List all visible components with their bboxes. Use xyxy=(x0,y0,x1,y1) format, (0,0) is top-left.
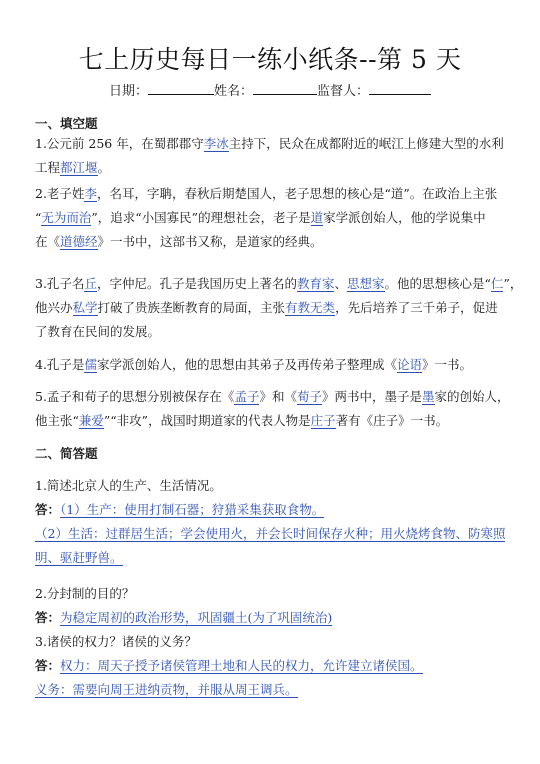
page-title: 七上历史每日一练小纸条--第 5 天 xyxy=(78,45,462,74)
answer-blank: 儒 xyxy=(84,357,97,372)
question-text: 1.公元前 256 年，在蜀郡郡守 xyxy=(35,136,204,151)
question-text: 》两书中，墨子是 xyxy=(321,389,422,404)
answer-blank: 教育家 xyxy=(296,276,335,291)
question-text: “ xyxy=(35,210,42,225)
answer-blank: 兼爱 xyxy=(78,413,104,428)
question-text: ，先后培养了三千弟子，促进 xyxy=(335,300,498,315)
answer-blank: 都江堰 xyxy=(60,160,98,175)
question-1 xyxy=(35,132,513,180)
answer-label: 答： xyxy=(35,610,61,625)
question-text: 他兴办 xyxy=(35,300,73,315)
question-text: 1.简述北京人的生产、生活情况。 xyxy=(35,478,222,493)
question-text: 2.老子姓 xyxy=(35,186,85,201)
answer-blank: 仁 xyxy=(490,276,504,291)
answer-blank: 思想家 xyxy=(347,276,385,291)
answer-blank: 庄子 xyxy=(310,413,336,428)
question-text: 4.孔子是 xyxy=(35,357,85,372)
question-text: 》一书。 xyxy=(421,357,472,372)
question-text: 、 xyxy=(334,276,347,291)
question-text: 3.孔子名 xyxy=(35,276,85,291)
answer-text: （1）生产：使用打制石器；狩猎采集获取食物。 xyxy=(60,502,325,517)
question-text: 工程 xyxy=(35,160,61,175)
question-text: 》一书中，这部书又称，是道家的经典。 xyxy=(97,234,323,249)
supervisor-label: 监督人： xyxy=(317,84,370,99)
question-text: 家的创始人， xyxy=(434,389,510,404)
question-text: 。 xyxy=(97,160,111,175)
question-text: 》和《 xyxy=(259,389,297,404)
question-text: 2.分封制的目的？ xyxy=(35,586,135,601)
answer-text: 明、驱赶野兽。 xyxy=(35,550,123,565)
question-text: ，字仲尼。孔子是我国历史上著名的 xyxy=(96,276,297,291)
short-answer-2 xyxy=(35,582,513,630)
answer-text: 权力：周天子授予诸侯管理土地和人民的权力，允许建立诸侯国。 xyxy=(60,658,423,673)
answer-blank: 道 xyxy=(310,210,324,225)
info-line xyxy=(0,80,540,99)
short-answer-1 xyxy=(35,474,513,570)
answer-blank: 道德经 xyxy=(60,234,98,249)
question-text: ，名耳，字聃，春秋后期楚国人，老子思想的核心是“道”。在政治上主张 xyxy=(96,186,498,201)
answer-blank: 墨 xyxy=(422,389,435,404)
question-text: 5.孟子和荀子的思想分别被保存在《 xyxy=(35,389,235,404)
answer-blank: 丘 xyxy=(84,276,97,291)
date-label: 日期： xyxy=(108,84,148,99)
question-text: 家学派创始人，他的思想由其弟子及再传弟子整理成《 xyxy=(96,357,397,372)
answer-blank: 有教无类 xyxy=(285,300,336,315)
section-heading-fill-in: 一、填空题 xyxy=(35,116,98,131)
question-text: ”，追求“小国寡民”的理想社会，老子是 xyxy=(91,210,311,225)
supervisor-blank[interactable] xyxy=(369,82,431,95)
question-text: 他主张“ xyxy=(35,413,79,428)
answer-blank: 无为而治 xyxy=(41,210,92,225)
question-5 xyxy=(35,385,513,433)
question-text: 在《 xyxy=(35,234,61,249)
question-text: 打破了贵族垄断教育的局面，主张 xyxy=(97,300,286,315)
question-text: 著有《庄子》一书。 xyxy=(335,413,449,428)
question-text: 3.诸侯的权力？诸侯的义务？ xyxy=(35,634,197,649)
name-blank[interactable] xyxy=(253,82,317,95)
question-text: 。他的思想核心是“ xyxy=(384,276,491,291)
name-label: 姓名： xyxy=(213,84,253,99)
answer-blank: 孟子 xyxy=(234,389,260,404)
answer-blank: 李冰 xyxy=(203,136,229,151)
short-answer-3 xyxy=(35,630,513,702)
question-text: 了教育在民间的发展。 xyxy=(35,324,161,339)
question-2 xyxy=(35,182,513,254)
answer-blank: 荀子 xyxy=(296,389,322,404)
answer-blank: 私学 xyxy=(72,300,98,315)
question-text: 主持下，民众在成都附近的岷江上修建大型的水利 xyxy=(228,136,504,151)
answer-text: 为稳定周初的政治形势，巩固疆土(为了巩固统治) xyxy=(60,610,333,625)
question-text: 家学派创始人，他的学说集中 xyxy=(323,210,486,225)
answer-text: 义务：需要向周王进纳贡物，并服从周王调兵。 xyxy=(35,682,298,697)
answer-label: 答： xyxy=(35,502,61,517)
answer-label: 答： xyxy=(35,658,61,673)
question-4 xyxy=(35,353,513,377)
question-text: ”， xyxy=(503,276,523,291)
question-3 xyxy=(35,272,523,344)
answer-blank: 论语 xyxy=(396,357,422,372)
section-heading-short-answer: 二、简答题 xyxy=(35,446,98,461)
question-text: ”“非攻”，战国时期道家的代表人物是 xyxy=(103,413,311,428)
answer-blank: 李 xyxy=(84,186,97,201)
date-blank[interactable] xyxy=(148,82,214,95)
answer-text: （2）生活：过群居生活；学会使用火，并会长时间保存火种；用火烧烤食物、防寒照 xyxy=(35,526,506,541)
